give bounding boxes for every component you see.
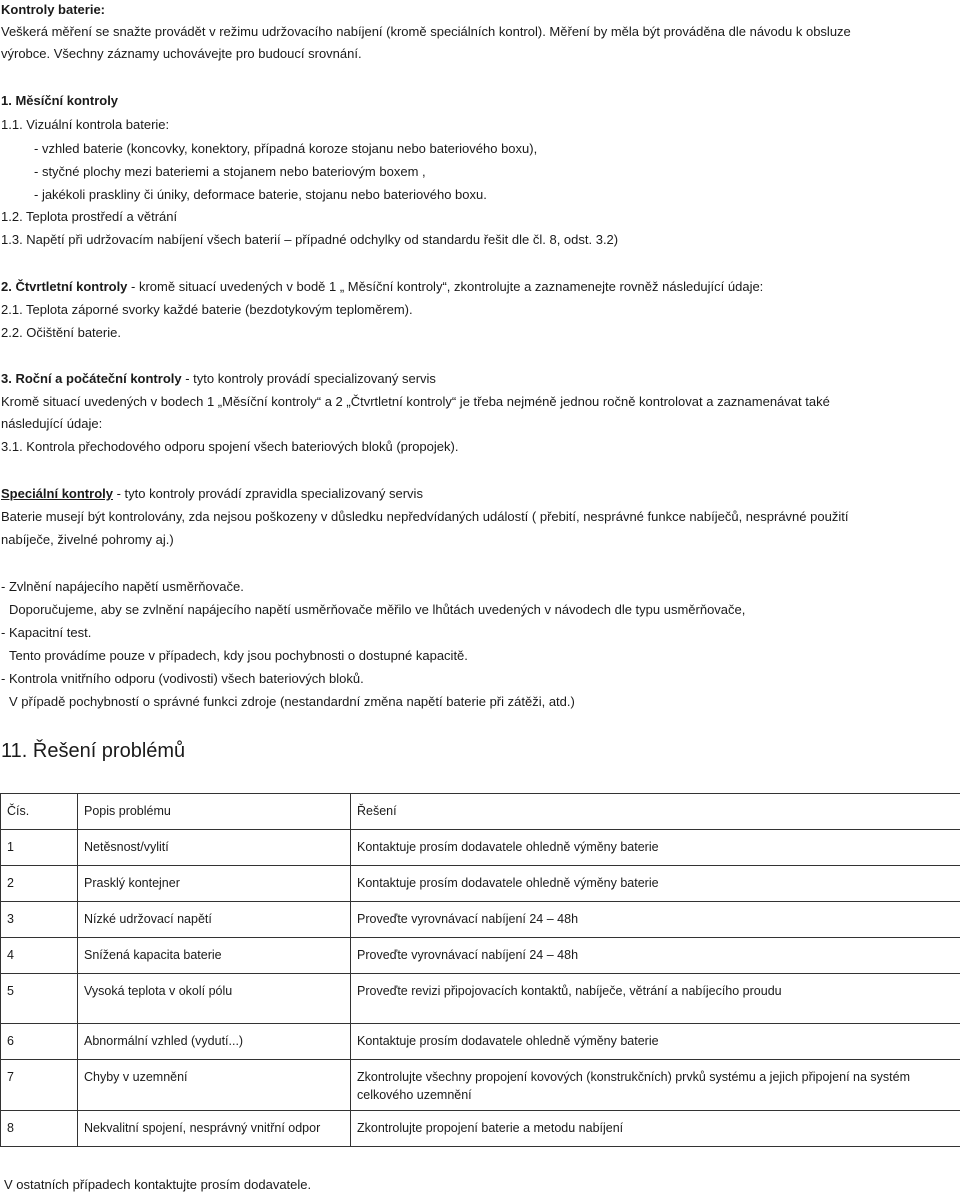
table-cell: Proveďte vyrovnávací nabíjení 24 – 48h xyxy=(351,938,960,974)
table-header-row xyxy=(1,794,960,830)
table-cell: 3 xyxy=(1,902,78,938)
table-row xyxy=(1,1024,960,1060)
table-cell: 4 xyxy=(1,938,78,974)
annual-line-1: Kromě situací uvedených v bodech 1 „Měsíční kontroly“ a 2 „Čtvrtletní kontroly“ je třeba nejméně jednou ročně kontrolovat a zaznamenávat také xyxy=(1,392,830,412)
table-row xyxy=(1,1060,960,1111)
table-cell: 1 xyxy=(1,830,78,866)
item-2-2: 2.2. Očištění baterie. xyxy=(1,323,121,343)
table-cell: Netěsnost/vylití xyxy=(78,830,351,866)
capacity-desc: Tento provádíme pouze v případech, kdy jsou pochybnosti o dostupné kapacitě. xyxy=(9,646,468,666)
table-row xyxy=(1,938,960,974)
resistance-desc: V případě pochybností o správné funkci zdroje (nestandardní změna napětí baterie při zátěži, atd.) xyxy=(9,692,575,712)
problems-table xyxy=(0,793,960,1147)
table-cell: Chyby v uzemnění xyxy=(78,1060,351,1111)
table-cell: Abnormální vzhled (vydutí...) xyxy=(78,1024,351,1060)
resistance-item: - Kontrola vnitřního odporu (vodivosti) všech bateriových bloků. xyxy=(1,669,364,689)
item-1-1: 1.1. Vizuální kontrola baterie: xyxy=(1,115,169,135)
table-cell: Kontaktuje prosím dodavatele ohledně výměny baterie xyxy=(351,830,960,866)
table-cell: 6 xyxy=(1,1024,78,1060)
capacity-item: - Kapacitní test. xyxy=(1,623,91,643)
table-header-cell: Popis problému xyxy=(78,794,351,830)
table-cell: Proveďte vyrovnávací nabíjení 24 – 48h xyxy=(351,902,960,938)
special-line xyxy=(1,484,423,504)
table-row xyxy=(1,1111,960,1147)
table-cell: Zkontrolujte propojení baterie a metodu nabíjení xyxy=(351,1111,960,1147)
ripple-item: - Zvlnění napájecího napětí usměrňovače. xyxy=(1,577,244,597)
annual-heading: 3. Roční a počáteční kontroly xyxy=(1,371,182,386)
table-cell: Kontaktuje prosím dodavatele ohledně výměny baterie xyxy=(351,1024,960,1060)
table-cell: Nízké udržovací napětí xyxy=(78,902,351,938)
table-row xyxy=(1,866,960,902)
table-cell: 5 xyxy=(1,974,78,1024)
special-line-2: nabíječe, živelné pohromy aj.) xyxy=(1,530,174,550)
table-cell: 8 xyxy=(1,1111,78,1147)
special-heading: Speciální kontroly xyxy=(1,486,113,501)
quarterly-heading: 2. Čtvrtletní kontroly xyxy=(1,279,127,294)
table-row xyxy=(1,902,960,938)
annual-line xyxy=(1,369,436,389)
table-cell: Prasklý kontejner xyxy=(78,866,351,902)
item-2-1: 2.1. Teplota záporné svorky každé baterie (bezdotykovým teploměrem). xyxy=(1,300,413,320)
table-cell: Vysoká teplota v okolí pólu xyxy=(78,974,351,1024)
section-title: Kontroly baterie: xyxy=(1,0,105,20)
table-cell: Snížená kapacita baterie xyxy=(78,938,351,974)
table-cell: Proveďte revizi připojovacích kontaktů, nabíječe, větrání a nabíjecího proudu xyxy=(351,974,960,1024)
table-header-cell: Řešení xyxy=(351,794,960,830)
quarterly-line xyxy=(1,277,763,297)
table-row xyxy=(1,830,960,866)
table-cell: Nekvalitní spojení, nesprávný vnitřní odpor xyxy=(78,1111,351,1147)
ripple-desc: Doporučujeme, aby se zvlnění napájecího napětí usměrňovače měřilo ve lhůtách uvedených v návodech dle typu usměrňovače, xyxy=(9,600,745,620)
section-11-heading: 11. Řešení problémů xyxy=(1,738,185,764)
bullet-3: - jakékoli praskliny či úniky, deformace baterie, stojanu nebo bateriového boxu. xyxy=(34,185,487,205)
monthly-heading: 1. Měsíční kontroly xyxy=(1,91,118,111)
table-cell: 2 xyxy=(1,866,78,902)
table-cell: Zkontrolujte všechny propojení kovových (konstrukčních) prvků systému a jejich připojení na systém celkového uzemnění xyxy=(351,1060,960,1111)
item-1-3: 1.3. Napětí při udržovacím nabíjení všech baterií – případné odchylky od standardu řešit dle čl. 8, odst. 3.2) xyxy=(1,230,618,250)
footer-note: V ostatních případech kontaktujte prosím dodavatele. xyxy=(4,1175,311,1195)
quarterly-text: - kromě situací uvedených v bodě 1 „ Měsíční kontroly“, zkontrolujte a zaznamenejte rovněž následující údaje: xyxy=(127,279,763,294)
special-line-1: Baterie musejí být kontrolovány, zda nejsou poškozeny v důsledku nepředvídaných událostí ( přebití, nesprávné funkce nabíječů, nesprávné použití xyxy=(1,507,848,527)
table-header-cell: Čís. xyxy=(1,794,78,830)
intro-line-2: výrobce. Všechny záznamy uchovávejte pro budoucí srovnání. xyxy=(1,44,362,64)
item-3-1: 3.1. Kontrola přechodového odporu spojení všech bateriových bloků (propojek). xyxy=(1,437,458,457)
annual-text: - tyto kontroly provádí specializovaný servis xyxy=(182,371,436,386)
special-text: - tyto kontroly provádí zpravidla specializovaný servis xyxy=(113,486,423,501)
annual-line-2: následující údaje: xyxy=(1,414,102,434)
table-row xyxy=(1,974,960,1024)
table-cell: Kontaktuje prosím dodavatele ohledně výměny baterie xyxy=(351,866,960,902)
table-cell: 7 xyxy=(1,1060,78,1111)
bullet-2: - styčné plochy mezi bateriemi a stojanem nebo bateriovým boxem , xyxy=(34,162,426,182)
intro-line-1: Veškerá měření se snažte provádět v režimu udržovacího nabíjení (kromě speciálních kontrol). Měření by měla být prováděna dle návodu k obsluze xyxy=(1,22,851,42)
item-1-2: 1.2. Teplota prostředí a větrání xyxy=(1,207,177,227)
bullet-1: - vzhled baterie (koncovky, konektory, případná koroze stojanu nebo bateriového boxu), xyxy=(34,139,537,159)
